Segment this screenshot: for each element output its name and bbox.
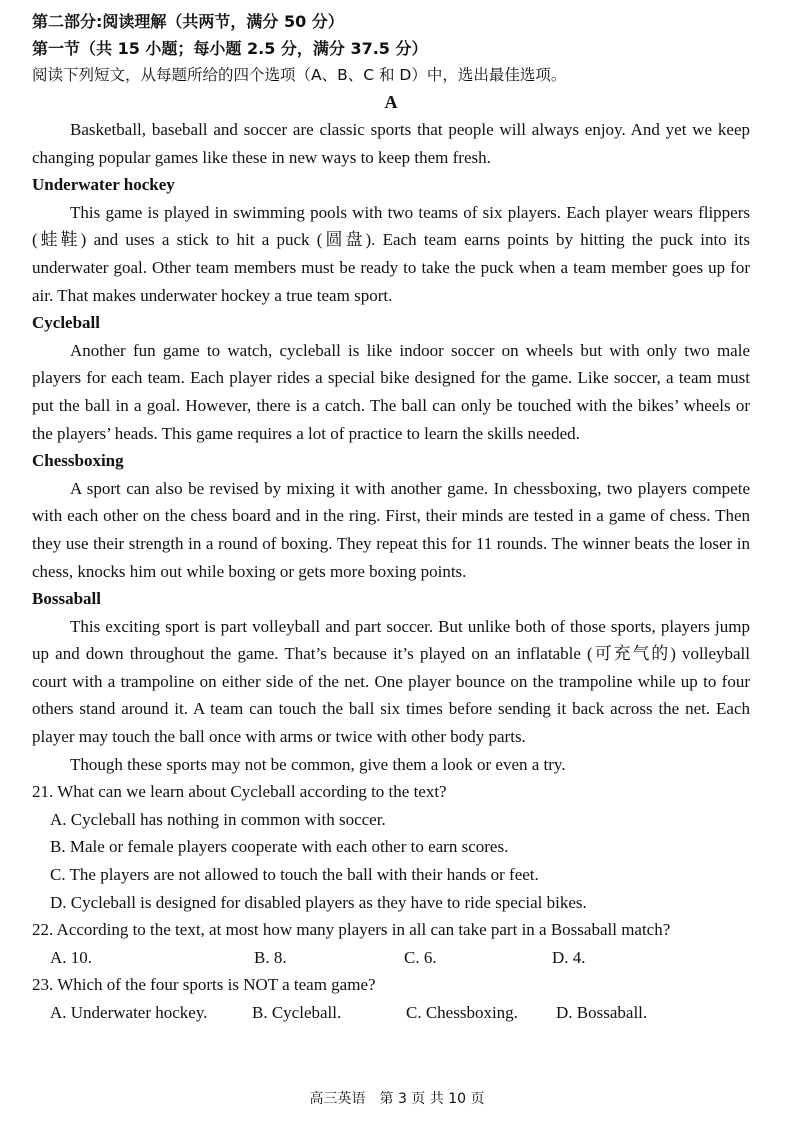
question-21-stem: 21. What can we learn about Cycleball according to the text? <box>32 782 447 802</box>
question-22-option-d: D. 4. <box>552 947 586 967</box>
passage-label: A <box>384 92 398 112</box>
question-21-option-c: C. The players are not allowed to touch the ball with their hands or feet. <box>50 865 539 885</box>
section-text-chessboxing: A sport can also be revised by mixing it with another game. In chessboxing, two players compete with each other on the chess board and in the ring. First, their minds are tested in a game of chess. Then they use their strength in a round of boxing. They repeat this for 11 rounds. The winner beats the loser in chess, knocks him out while boxing or gets more boxing points. <box>32 478 750 581</box>
section-text-cycleball: Another fun game to watch, cycleball is like indoor soccer on wheels but with only two male players for each team. Each player rides a special bike designed for the game. Like soccer, a team must put the ball in a goal. However, there is a catch. The ball can only be touched with the bikes’ wheels or the players’ heads. This game requires a lot of practice to learn the skills needed. <box>32 340 750 443</box>
question-21-option-a: A. Cycleball has nothing in common with soccer. <box>50 809 386 829</box>
question-23-option-c: C. Chessboxing. <box>406 1003 518 1022</box>
question-23-option-b: B. Cycleball. <box>252 1003 342 1022</box>
section-title-chessboxing: Chessboxing <box>32 451 124 471</box>
page-footer: 高三英语 第 3 页 共 10 页 <box>309 1091 485 1107</box>
passage-closing: Though these sports may not be common, give them a look or even a try. <box>70 754 566 774</box>
question-21-option-b: B. Male or female players cooperate with each other to earn scores. <box>50 837 509 857</box>
instruction: 阅读下列短文，从每题所给的四个选项（A、B、C 和 D）中，选出最佳选项。 <box>32 66 567 84</box>
section-title-cycleball: Cycleball <box>32 313 100 333</box>
question-23-options <box>32 999 750 1027</box>
exam-page <box>32 8 750 1027</box>
section-text-bossaball: This exciting sport is part volleyball and part soccer. But unlike both of those sports, players jump up and down throughout the game. That’s because it’s played on an inflatable (可充气的) volleyball court with a trampoline on either side of the net. One player bounce on the trampoline while up to four others stand around it. A team can touch the ball six times before sending it back across the net. Each player may touch the ball once with arms or twice with other body parts. <box>32 616 750 747</box>
question-23-stem: 23. Which of the four sports is NOT a team game? <box>32 975 376 995</box>
question-22-option-c: C. 6. <box>404 947 437 967</box>
section-text-underwater-hockey: This game is played in swimming pools with two teams of six players. Each player wears flippers (蛙鞋) and uses a stick to hit a puck (圆盘). Each team earns points by hitting the puck into its underwater goal. Other team members must be ready to take the puck when a team member goes up for air. That makes underwater hockey a true team sport. <box>32 202 750 305</box>
question-22-option-b: B. 8. <box>254 947 287 967</box>
question-22-option-a: A. 10. <box>50 947 93 967</box>
question-22-options <box>32 944 750 972</box>
section-title-bossaball: Bossaball <box>32 589 101 609</box>
question-21-option-d: D. Cycleball is designed for disabled players as they have to ride special bikes. <box>50 892 587 912</box>
question-22-stem: 22. According to the text, at most how many players in all can take part in a Bossaball match? <box>32 920 671 940</box>
section-title-underwater-hockey: Underwater hockey <box>32 175 175 195</box>
part-heading: 第二部分:阅读理解（共两节，满分 50 分） <box>32 12 344 31</box>
passage-intro: Basketball, baseball and soccer are classic sports that people will always enjoy. And yet we keep changing popular games like these in new ways to keep them fresh. <box>32 120 750 167</box>
section-heading: 第一节（共 15 小题；每小题 2.5 分，满分 37.5 分） <box>32 39 428 58</box>
question-23-option-a: A. Underwater hockey. <box>50 1003 208 1022</box>
question-23-option-d: D. Bossaball. <box>556 1003 648 1022</box>
